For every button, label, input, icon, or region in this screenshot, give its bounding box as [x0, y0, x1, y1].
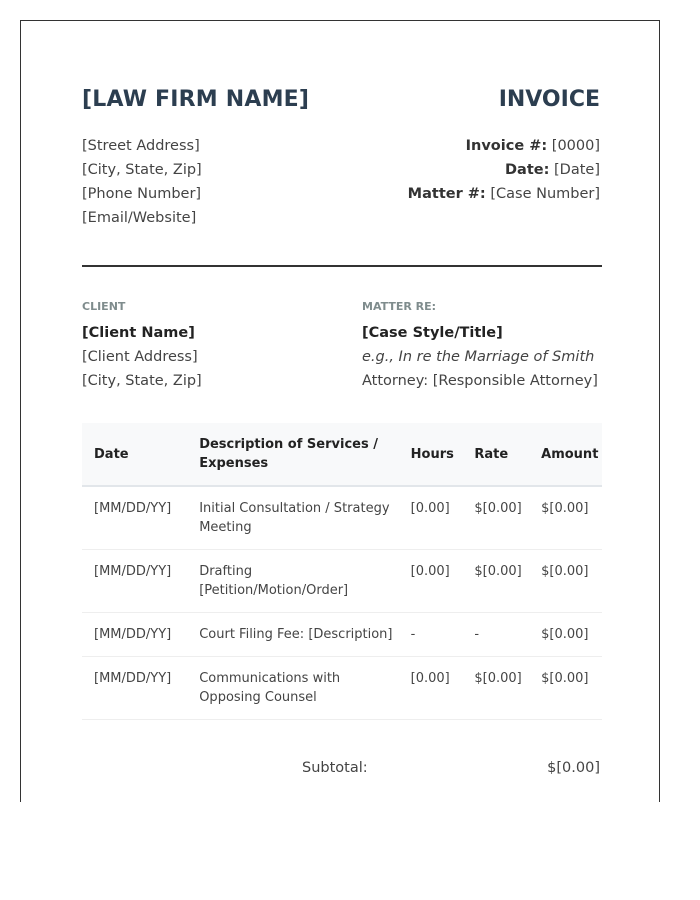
services-table	[82, 423, 602, 720]
firm-contact-block	[82, 134, 202, 230]
table-row	[82, 550, 602, 613]
row-hours: -	[399, 613, 463, 657]
row-date: [MM/DD/YY]	[82, 613, 187, 657]
row-amount: $[0.00]	[529, 613, 602, 657]
row-description: Drafting [Petition/Motion/Order]	[187, 550, 398, 613]
client-section-label: CLIENT	[82, 300, 126, 313]
firm-street-address: [Street Address]	[82, 138, 200, 154]
matter-section-label: MATTER RE:	[362, 300, 437, 313]
row-rate: $[0.00]	[462, 486, 529, 550]
matter-number-line	[408, 182, 600, 206]
table-row	[82, 657, 602, 720]
row-date: [MM/DD/YY]	[82, 657, 187, 720]
responsible-attorney: Attorney: [Responsible Attorney]	[362, 373, 598, 389]
invoice-date-value: [Date]	[549, 162, 600, 178]
invoice-number-value: [0000]	[547, 138, 600, 154]
invoice-meta-block	[408, 134, 600, 206]
invoice-title: INVOICE	[498, 87, 600, 112]
column-header-date: Date	[82, 423, 187, 486]
invoice-date-line	[408, 158, 600, 182]
case-style-title: [Case Style/Title]	[362, 325, 503, 341]
client-block	[82, 321, 202, 393]
table-row	[82, 613, 602, 657]
row-rate: -	[462, 613, 529, 657]
firm-city-state-zip: [City, State, Zip]	[82, 162, 202, 178]
column-header-description: Description of Services / Expenses	[187, 423, 398, 486]
subtotal-label: Subtotal:	[302, 760, 368, 776]
invoice-date-label: Date:	[505, 162, 550, 178]
table-row	[82, 486, 602, 550]
row-description: Initial Consultation / Strategy Meeting	[187, 486, 398, 550]
column-header-amount: Amount	[529, 423, 602, 486]
invoice-number-label: Invoice #:	[465, 138, 548, 154]
matter-number-label: Matter #:	[407, 186, 486, 202]
invoice-page	[20, 20, 660, 802]
case-example: e.g., In re the Marriage of Smith	[362, 349, 595, 365]
row-date: [MM/DD/YY]	[82, 550, 187, 613]
row-rate: $[0.00]	[462, 550, 529, 613]
row-amount: $[0.00]	[529, 550, 602, 613]
firm-name: [LAW FIRM NAME]	[82, 87, 310, 112]
subtotal-value: $[0.00]	[547, 760, 600, 776]
header-divider	[82, 265, 602, 267]
row-hours: [0.00]	[399, 657, 463, 720]
client-name: [Client Name]	[82, 325, 195, 341]
row-description: Court Filing Fee: [Description]	[187, 613, 398, 657]
row-date: [MM/DD/YY]	[82, 486, 187, 550]
client-address: [Client Address]	[82, 349, 198, 365]
row-hours: [0.00]	[399, 550, 463, 613]
matter-number-value: [Case Number]	[485, 186, 600, 202]
column-header-hours: Hours	[399, 423, 463, 486]
matter-block	[362, 321, 598, 393]
row-hours: [0.00]	[399, 486, 463, 550]
invoice-number-line	[408, 134, 600, 158]
row-amount: $[0.00]	[529, 657, 602, 720]
row-rate: $[0.00]	[462, 657, 529, 720]
row-description: Communications with Opposing Counsel	[187, 657, 398, 720]
client-city-state-zip: [City, State, Zip]	[82, 373, 202, 389]
table-header-row	[82, 423, 602, 486]
firm-email-website: [Email/Website]	[82, 210, 197, 226]
firm-phone: [Phone Number]	[82, 186, 202, 202]
column-header-rate: Rate	[462, 423, 529, 486]
row-amount: $[0.00]	[529, 486, 602, 550]
